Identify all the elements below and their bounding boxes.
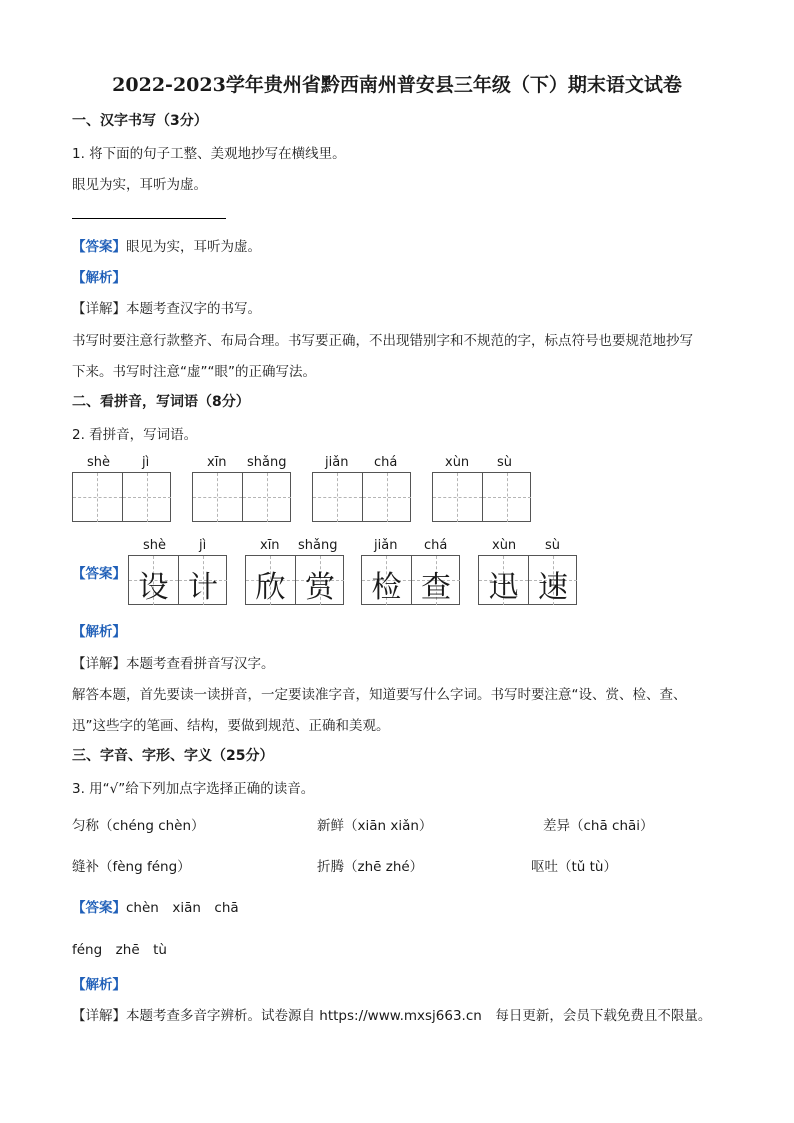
detail-1 [72, 297, 261, 317]
pinyin-su: sù [497, 455, 513, 470]
detail-3 [72, 1004, 711, 1024]
answer-char: 迅 [488, 570, 519, 605]
writing-grid-3[interactable] [312, 472, 411, 522]
answer-3-line2: féng zhē tù [72, 942, 167, 958]
answer-char: 速 [538, 570, 568, 605]
pinyin-she: shè [87, 455, 111, 470]
pinyin-cha: chá [374, 455, 398, 470]
answer-pinyin-shang: shǎng [298, 538, 338, 553]
answer-pinyin-jian: jiǎn [374, 538, 398, 553]
answer-1-text: 眼见为实，耳听为虚。 [126, 239, 261, 255]
detail-label: 【详解】 [72, 301, 126, 317]
detail-3-text: 本题考查多音字辨析。试卷源自 https://www.mxsj663.cn 每日更新，会员下载免费且不限量。 [126, 1008, 712, 1024]
question-1: 1. 将下面的句子工整、美观地抄写在横线里。 [72, 146, 346, 162]
pinyin-xun: xùn [445, 455, 470, 470]
answer-3 [72, 896, 239, 916]
answer-grid-1 [128, 555, 227, 605]
answer-pinyin-xun: xùn [492, 538, 517, 553]
writing-grid-4[interactable] [432, 472, 531, 522]
q3-item: 折腾（zhē zhé） [317, 859, 424, 875]
detail-1-text: 本题考查汉字的书写。 [126, 301, 261, 317]
detail-label: 【详解】 [72, 1008, 126, 1024]
answer-1 [72, 235, 261, 255]
detail-2-line2: 解答本题，首先要读一读拼音，一定要读准字音，知道要写什么字词。书写时要注意“设、赏、检、查、 [72, 687, 687, 703]
question-1-sentence: 眼见为实，耳听为虚。 [72, 177, 207, 193]
detail-2 [72, 652, 275, 672]
answer-char: 检 [371, 570, 402, 605]
q3-item: 匀称（chéng chèn） [72, 818, 205, 834]
q3-item: 呕吐（tǔ tù） [531, 859, 617, 875]
answer-char: 欣 [255, 570, 286, 605]
answer-label: 【答案】 [72, 239, 126, 255]
pinyin-xin: xīn [207, 455, 227, 470]
answer-pinyin-cha: chá [424, 538, 448, 553]
answer-pinyin-she: shè [143, 538, 167, 553]
writing-grid-2[interactable] [192, 472, 291, 522]
question-2: 2. 看拼音，写词语。 [72, 427, 198, 443]
detail-2-line3: 迅”这些字的笔画、结构，要做到规范、正确和美观。 [72, 718, 390, 734]
analysis-label-1: 【解析】 [72, 270, 126, 286]
answer-grid-3 [361, 555, 460, 605]
answer-char: 设 [138, 570, 169, 605]
answer-label: 【答案】 [72, 566, 126, 582]
detail-1-line2: 书写时要注意行款整齐、布局合理。书写要正确，不出现错别字和不规范的字，标点符号也要规范地抄写 [72, 333, 693, 349]
q3-item: 缝补（fèng féng） [72, 859, 191, 875]
answer-char: 计 [188, 570, 218, 605]
detail-1-line3: 下来。书写时注意“虚”“眼”的正确写法。 [72, 364, 316, 380]
answer-char: 赏 [305, 570, 335, 605]
answer-label: 【答案】 [72, 900, 126, 916]
pinyin-shang: shǎng [247, 455, 287, 470]
q3-item: 新鲜（xiān xiǎn） [317, 818, 433, 834]
answer-3-line1: chèn xiān chā [126, 900, 239, 916]
answer-pinyin-xin: xīn [260, 538, 280, 553]
section-3-heading: 三、字音、字形、字义（25分） [72, 748, 274, 764]
writing-line [72, 218, 226, 219]
answer-pinyin-su: sù [545, 538, 561, 553]
answer-grid-4 [478, 555, 577, 605]
answer-2-label [72, 562, 126, 582]
answer-grid-2 [245, 555, 344, 605]
q3-item: 差异（chā chāi） [543, 818, 654, 834]
answer-pinyin-ji: jì [199, 538, 207, 553]
section-2-heading: 二、看拼音，写词语（8分） [72, 394, 250, 410]
writing-grid-1[interactable] [72, 472, 171, 522]
page-title: 2022-2023学年贵州省黔西南州普安县三年级（下）期末语文试卷 [112, 74, 682, 96]
section-1-heading: 一、汉字书写（3分） [72, 113, 208, 129]
detail-2-text: 本题考查看拼音写汉字。 [126, 656, 275, 672]
answer-char: 查 [421, 570, 451, 605]
analysis-label-3: 【解析】 [72, 977, 126, 993]
pinyin-jian: jiǎn [325, 455, 349, 470]
detail-label: 【详解】 [72, 656, 126, 672]
pinyin-ji: jì [142, 455, 150, 470]
analysis-label-2: 【解析】 [72, 624, 126, 640]
question-3: 3. 用“√”给下列加点字选择正确的读音。 [72, 781, 315, 797]
